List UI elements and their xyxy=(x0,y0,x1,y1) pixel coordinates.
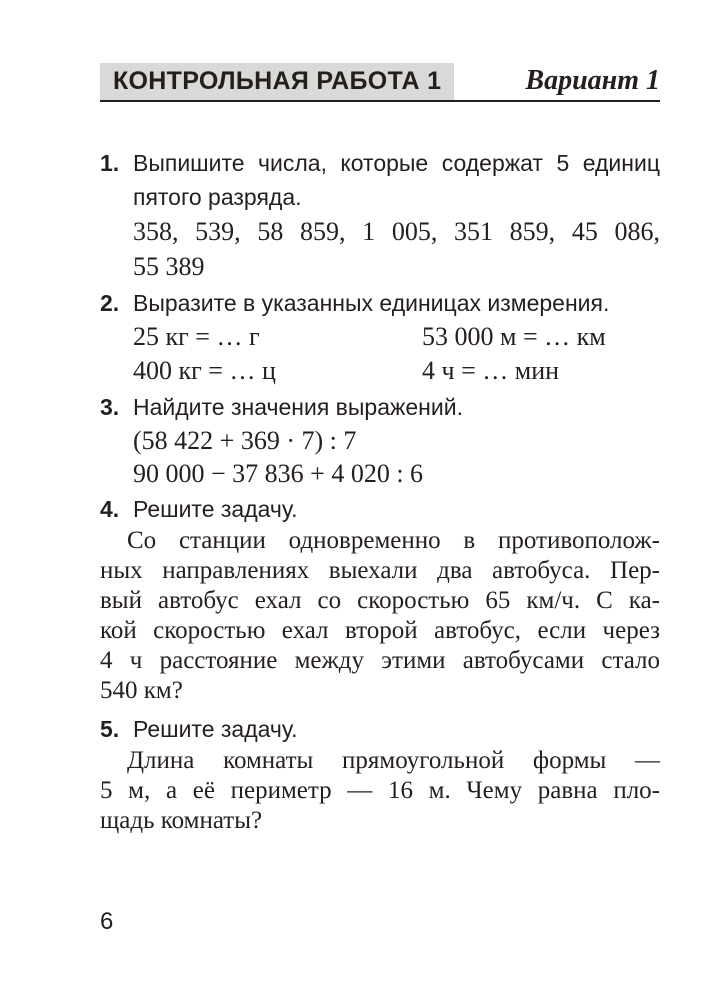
problem-text-line: Длина комнаты прямоугольной формы — xyxy=(127,747,660,774)
task-4-prompt xyxy=(133,492,660,526)
problem-text-line: Со станции одновременно в противополож- xyxy=(127,527,660,554)
task-2-head xyxy=(100,286,660,320)
problem-text-line: щадь комнаты? xyxy=(100,807,263,834)
expression-line: (58 422 + 369 · 7) : 7 xyxy=(133,426,357,455)
task-2 xyxy=(100,286,660,388)
problem-text-line: вый автобус ехал со скоростью 65 км/ч. С ка- xyxy=(100,587,660,614)
unit-conversion-cell: 4 ч = … мин xyxy=(422,356,560,385)
number-list-line: 55 389 xyxy=(133,252,205,281)
unit-conversion-cell: 400 кг = … ц xyxy=(133,356,276,385)
task-3-prompt xyxy=(133,390,660,424)
number-list-line: 358, 539, 58 859, 1 005, 351 859, 45 086, xyxy=(133,217,660,246)
task-3-expressions xyxy=(133,424,660,490)
task-2-prompt-line: Выразите в указанных единицах измерения. xyxy=(133,290,610,316)
task-3 xyxy=(100,390,660,490)
task-5-number: 5. xyxy=(100,716,120,742)
unit-conversion-cell: 25 кг = … г xyxy=(133,322,260,351)
page-header xyxy=(100,63,660,102)
task-4 xyxy=(100,492,660,706)
test-title: КОНТРОЛЬНАЯ РАБОТА 1 xyxy=(100,63,454,100)
unit-conversion-grid xyxy=(133,320,660,388)
task-4-problem-text xyxy=(100,526,660,706)
unit-conversion-cell: 53 000 м = … км xyxy=(422,322,606,351)
task-5-head xyxy=(100,712,660,746)
task-5-problem-text xyxy=(100,746,660,836)
task-5-prompt xyxy=(133,712,660,746)
problem-text-line: 540 км? xyxy=(100,677,183,704)
page-number: 6 xyxy=(100,908,114,935)
problem-text-line: ных направлениях выехали два автобуса. Пер- xyxy=(100,557,660,584)
task-2-number: 2. xyxy=(100,290,120,316)
expression-line: 90 000 − 37 836 + 4 020 : 6 xyxy=(133,459,424,488)
task-4-prompt-line: Решите задачу. xyxy=(133,496,298,522)
task-4-number: 4. xyxy=(100,496,120,522)
task-5 xyxy=(100,712,660,836)
task-1-prompt-line: Выпишите числа, которые содержат 5 единиц xyxy=(133,150,660,176)
task-1-head xyxy=(100,146,660,214)
task-1 xyxy=(100,146,660,284)
variant-label: Вариант 1 xyxy=(525,65,660,96)
task-2-prompt xyxy=(133,286,660,320)
problem-text-line: 5 м, а её периметр — 16 м. Чему равна пло- xyxy=(100,777,660,804)
problem-text-line: 4 ч расстояние между этими автобусами стало xyxy=(100,647,660,674)
task-4-head xyxy=(100,492,660,526)
task-3-prompt-line: Найдите значения выражений. xyxy=(133,394,463,420)
task-1-prompt-line: пятого разряда. xyxy=(133,184,302,210)
task-3-number: 3. xyxy=(100,394,120,420)
task-list xyxy=(100,146,660,836)
task-1-prompt xyxy=(133,146,660,214)
task-1-number: 1. xyxy=(100,150,120,176)
task-1-number-list xyxy=(133,214,660,284)
task-3-head xyxy=(100,390,660,424)
task-5-prompt-line: Решите задачу. xyxy=(133,716,298,742)
problem-text-line: кой скоростью ехал второй автобус, если через xyxy=(100,617,660,644)
